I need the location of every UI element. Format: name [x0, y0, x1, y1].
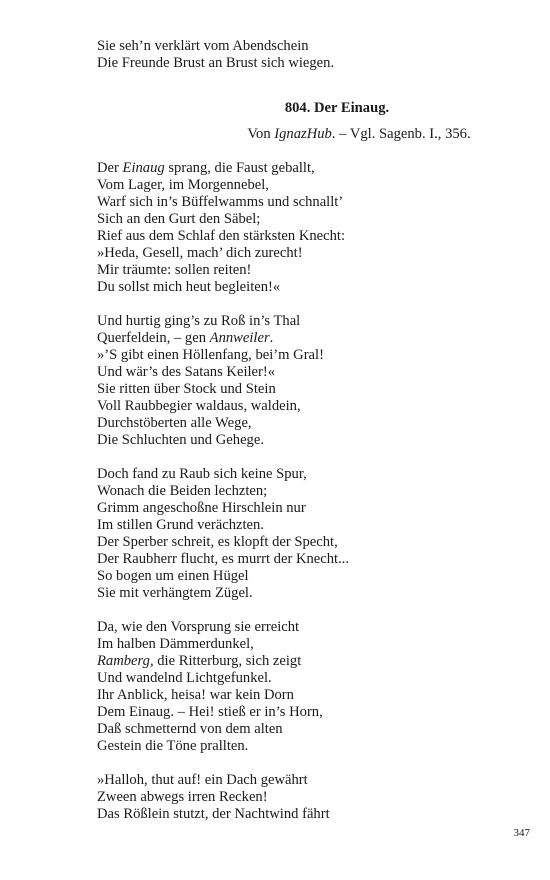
- poem-line: [97, 585, 517, 602]
- line-emphasis: Einaug: [122, 160, 165, 176]
- poem-line: [97, 517, 517, 534]
- poem-line: [97, 398, 517, 415]
- line-text: Sich an den Gurt den Säbel;: [97, 211, 261, 227]
- poem-line: [97, 279, 517, 296]
- poem-line: [97, 415, 517, 432]
- poem-line: [97, 772, 517, 789]
- poem-stanza: [97, 313, 517, 449]
- poem-line: [97, 194, 517, 211]
- line-text: Mir träumte: sollen reiten!: [97, 262, 252, 278]
- line-text: Daß schmetternd von dem alten: [97, 721, 283, 737]
- poem-line: [97, 211, 517, 228]
- poem-line: [97, 636, 517, 653]
- subtitle-prefix: Von: [247, 126, 275, 142]
- line-text: Vom Lager, im Morgennebel,: [97, 177, 269, 193]
- line-text: Zween abwegs irren Recken!: [97, 789, 268, 805]
- poem-line: [97, 177, 517, 194]
- line-text: Und wandelnd Lichtgefunkel.: [97, 670, 272, 686]
- line-text: die Ritterburg, sich zeigt: [153, 653, 302, 669]
- line-text: Ihr Anblick, heisa! war kein Dorn: [97, 687, 294, 703]
- line-text: sprang, die Faust geballt,: [164, 160, 315, 176]
- line-text: Doch fand zu Raub sich keine Spur,: [97, 466, 307, 482]
- line-text: .: [269, 330, 274, 346]
- poem-stanza: [97, 160, 517, 296]
- line-text: Durchstöberten alle Wege,: [97, 415, 252, 431]
- poem-line: [97, 483, 517, 500]
- intro-line: Sie seh’n verklärt vom Abendschein: [97, 38, 309, 54]
- poem-line: [97, 330, 517, 347]
- poem-line: [97, 670, 517, 687]
- poem-title: 804. Der Einaug.: [284, 100, 390, 116]
- line-text: Wonach die Beiden lechzten;: [97, 483, 268, 499]
- poem-stanza: [97, 619, 517, 755]
- line-text: »Halloh, thut auf! ein Dach gewährt: [97, 772, 308, 788]
- poem-line: [97, 245, 517, 262]
- line-text: Voll Raubbegier waldaus, waldein,: [97, 398, 301, 414]
- poem-stanza: [97, 772, 517, 823]
- document-page: [97, 38, 517, 822]
- poem-body: [97, 160, 517, 823]
- poem-subtitle: [97, 126, 517, 143]
- subtitle-author: IgnazHub: [274, 126, 332, 142]
- line-text: Querfeldein, – gen: [97, 330, 210, 346]
- poem-line: [97, 806, 517, 823]
- line-text: Gestein die Töne prallten.: [97, 738, 249, 754]
- line-text: »Heda, Gesell, mach’ dich zurecht!: [97, 245, 303, 261]
- subtitle-suffix: . – Vgl. Sagenb. I., 356.: [331, 126, 471, 142]
- poem-line: [97, 347, 517, 364]
- intro-line: Die Freunde Brust an Brust sich wiegen.: [97, 55, 335, 71]
- line-text: Rief aus dem Schlaf den stärksten Knecht:: [97, 228, 346, 244]
- line-text: Du sollst mich heut begleiten!«: [97, 279, 281, 295]
- poem-line: [97, 687, 517, 704]
- line-text: »’S gibt einen Höllenfang, bei’m Gral!: [97, 347, 324, 363]
- poem-line: [97, 619, 517, 636]
- line-emphasis: Ramberg,: [97, 653, 154, 669]
- poem-line: [97, 500, 517, 517]
- poem-line: [97, 789, 517, 806]
- poem-line: [97, 551, 517, 568]
- line-text: Grimm angeschoßne Hirschlein nur: [97, 500, 306, 516]
- poem-line: [97, 738, 517, 755]
- line-text: Und wär’s des Satans Keiler!«: [97, 364, 276, 380]
- intro-stanza: [97, 38, 517, 72]
- line-text: Der Raubherr flucht, es murrt der Knecht...: [97, 551, 350, 567]
- poem-line: [97, 228, 517, 245]
- line-text: Im halben Dämmerdunkel,: [97, 636, 254, 652]
- line-text: Und hurtig ging’s zu Roß in’s Thal: [97, 313, 301, 329]
- poem-line: [97, 313, 517, 330]
- poem-line: [97, 704, 517, 721]
- poem-line: [97, 568, 517, 585]
- poem-line: [97, 262, 517, 279]
- line-text: Die Schluchten und Gehege.: [97, 432, 264, 448]
- line-text: Sie mit verhängtem Zügel.: [97, 585, 253, 601]
- poem-line: [97, 653, 517, 670]
- poem-line: [97, 364, 517, 381]
- poem-line: [97, 432, 517, 449]
- poem-stanza: [97, 466, 517, 602]
- line-text: Sie ritten über Stock und Stein: [97, 381, 276, 397]
- line-text: Der Sperber schreit, es klopft der Specht,: [97, 534, 338, 550]
- poem-line: [97, 160, 517, 177]
- line-text: Da, wie den Vorsprung sie erreicht: [97, 619, 300, 635]
- line-text: Im stillen Grund verächzten.: [97, 517, 264, 533]
- line-text: So bogen um einen Hügel: [97, 568, 249, 584]
- line-emphasis: Annweiler: [209, 330, 270, 346]
- line-text: Der: [97, 160, 123, 176]
- poem-line: [97, 381, 517, 398]
- poem-line: [97, 534, 517, 551]
- page-number: 347: [513, 827, 530, 839]
- line-text: Warf sich in’s Büffelwamms und schnallt’: [97, 194, 344, 210]
- line-text: Dem Einaug. – Hei! stieß er in’s Horn,: [97, 704, 323, 720]
- poem-line: [97, 466, 517, 483]
- line-text: Das Rößlein stutzt, der Nachtwind fährt: [97, 806, 330, 822]
- poem-line: [97, 721, 517, 738]
